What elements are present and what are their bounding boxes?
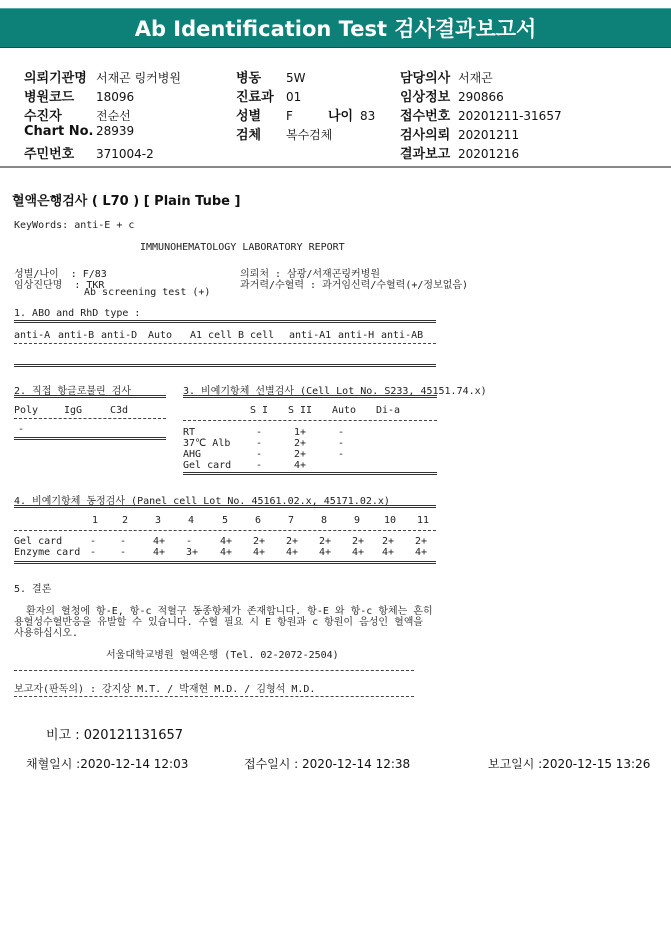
- s4-column-header: 9: [354, 515, 361, 526]
- header-value: 5W: [286, 71, 306, 85]
- header-value: 20201211: [458, 128, 520, 142]
- header-field: [24, 143, 154, 162]
- s4-cell: 4+: [382, 547, 395, 558]
- s1-column-header: anti-D: [101, 330, 138, 341]
- s1-column-header: anti-A1: [289, 330, 332, 341]
- header-value: 서재곤: [458, 71, 493, 85]
- s4-cell: -: [90, 536, 97, 547]
- screening: Ab screening test (+): [84, 287, 211, 298]
- s3-cell-si: -: [256, 449, 263, 460]
- s1-column-header: A1 cell: [190, 330, 233, 341]
- s4-column-header: 8: [321, 515, 328, 526]
- s4-row-label: Enzyme card: [14, 547, 81, 558]
- s4-row-label: Gel card: [14, 536, 63, 547]
- s1-rule: [14, 343, 436, 344]
- header-field: [24, 124, 134, 139]
- header-field: [400, 67, 493, 86]
- s3-cell-auto: -: [338, 449, 345, 460]
- s4-column-header: 2: [122, 515, 129, 526]
- header-field: [24, 86, 134, 105]
- s4-cell: -: [120, 536, 127, 547]
- header-field: [24, 105, 131, 124]
- s3-cell-auto: -: [338, 438, 345, 449]
- header-value: 83: [360, 109, 376, 123]
- s3-column-header: Auto: [332, 405, 357, 416]
- s4-cell: 4+: [286, 547, 299, 558]
- s4-cell: 3+: [186, 547, 199, 558]
- header-key: 의뢰기관명: [24, 71, 87, 86]
- s4-cell: 2+: [415, 536, 428, 547]
- remark: 비고 : 020121131657: [46, 728, 184, 743]
- s4-cell: 2+: [319, 536, 332, 547]
- header-value: 전순선: [96, 109, 131, 123]
- s2-rule-bottom: [14, 437, 166, 440]
- sex-age: 성별/나이 : F/83: [14, 269, 107, 280]
- header-key: 진료과: [236, 90, 274, 105]
- s3-cell-sii: 2+: [294, 449, 307, 460]
- s3-row-label: RT: [183, 427, 196, 438]
- s4-cell: 4+: [415, 547, 428, 558]
- s2-value: -: [18, 424, 25, 435]
- reporter-rule-bottom: [14, 696, 414, 697]
- s3-column-header: S II: [288, 405, 313, 416]
- s3-row-label: Gel card: [183, 460, 232, 471]
- s4-cell: 4+: [352, 547, 365, 558]
- header-field-age: [328, 105, 375, 124]
- received-datetime: 접수일시 : 2020-12-14 12:38: [244, 757, 411, 771]
- header-key: 검체: [236, 128, 262, 143]
- s3-cell-si: -: [256, 460, 263, 471]
- header-key: Chart No.: [24, 124, 94, 139]
- reporter-rule-top: [14, 670, 414, 671]
- collected-datetime: 채혈일시 :2020-12-14 12:03: [26, 757, 189, 771]
- s2-title: 2. 직접 항글로불린 검사: [14, 386, 132, 397]
- s4-rule-top: [14, 505, 436, 508]
- s3-row-label: 37℃ Alb: [183, 438, 231, 449]
- s3-cell-si: -: [256, 438, 263, 449]
- history: 과거력/수혈력 : 과거임신력/수혈력(+/정보없음): [240, 280, 469, 291]
- s5-title: 5. 결론: [14, 584, 52, 595]
- s1-column-header: Auto: [148, 330, 173, 341]
- conclusion-line-1: 환자의 혈청에 항-E, 항-c 적혈구 동종항체가 존재합니다. 항-E 와 항-c 항체는 흔히: [14, 606, 433, 617]
- s4-cell: 2+: [253, 536, 266, 547]
- s4-cell: -: [90, 547, 97, 558]
- header-key: 주민번호: [24, 147, 75, 162]
- s2-column-header: C3d: [110, 405, 129, 416]
- header-value: 290866: [458, 90, 504, 104]
- s4-column-header: 10: [384, 515, 397, 526]
- s4-title: 4. 비예기항체 동정검사 (Panel cell Lot No. 45161.02.x, 45171.02.x): [14, 496, 390, 507]
- header-field: [236, 67, 306, 86]
- s1-title: 1. ABO and RhD type :: [14, 308, 141, 319]
- s4-column-header: 7: [288, 515, 295, 526]
- header-value: F: [286, 109, 293, 123]
- referrer: 의뢰처 : 삼광/서재곤링커병원: [240, 269, 381, 280]
- s3-cell-sii: 1+: [294, 427, 307, 438]
- s4-cell: 4+: [319, 547, 332, 558]
- header-key: 병동: [236, 71, 262, 86]
- header-key: 검사의뢰: [400, 128, 451, 143]
- report-title: Ab Identification Test 검사결과보고서: [0, 8, 671, 48]
- s3-cell-sii: 2+: [294, 438, 307, 449]
- s4-cell: 4+: [220, 536, 233, 547]
- s1-rule-bottom: [14, 364, 436, 367]
- header-value: 01: [286, 90, 302, 104]
- s4-cell: 4+: [153, 536, 166, 547]
- s4-cell: -: [120, 547, 127, 558]
- section-title: 혈액은행검사 ( L70 ) [ Plain Tube ]: [12, 194, 241, 209]
- s1-column-header: anti-B: [58, 330, 95, 341]
- s4-cell: -: [186, 536, 193, 547]
- header-field: [400, 86, 504, 105]
- header-value: 20201211-31657: [458, 109, 562, 123]
- header-key: 수진자: [24, 109, 62, 124]
- s3-row-label: AHG: [183, 449, 202, 460]
- header-field: [400, 124, 519, 143]
- s4-rule-bottom: [14, 561, 436, 564]
- s4-rule: [14, 530, 436, 531]
- s2-column-header: IgG: [64, 405, 83, 416]
- header-key: 결과보고: [400, 147, 451, 162]
- s4-cell: 4+: [253, 547, 266, 558]
- keywords: KeyWords: anti-E + c: [14, 220, 135, 231]
- conclusion-line-3: 사용하십시오.: [14, 628, 78, 639]
- s4-cell: 4+: [220, 547, 233, 558]
- header-key: 임상정보: [400, 90, 451, 105]
- s3-column-header: Di-a: [376, 405, 401, 416]
- s3-rule-top: [183, 395, 437, 398]
- s4-cell: 4+: [153, 547, 166, 558]
- header-key: 접수번호: [400, 109, 451, 124]
- s3-rule: [183, 420, 437, 421]
- s4-column-header: 4: [188, 515, 195, 526]
- s4-column-header: 1: [92, 515, 99, 526]
- s1-rule-top: [14, 320, 436, 323]
- blood-bank-center: 서울대학교병원 혈액은행 (Tel. 02-2072-2504): [106, 650, 339, 661]
- s3-rule-bottom: [183, 472, 437, 475]
- header-value: 20201216: [458, 147, 520, 161]
- header-field: [236, 105, 293, 124]
- header-field: [24, 67, 181, 86]
- s4-column-header: 5: [222, 515, 229, 526]
- header-key: 담당의사: [400, 71, 451, 86]
- header-field: [236, 86, 301, 105]
- s2-rule-top: [14, 395, 166, 398]
- header-field: [236, 124, 332, 143]
- header-field: [400, 105, 562, 124]
- s1-column-header: anti-AB: [381, 330, 424, 341]
- reported-datetime: 보고일시 :2020-12-15 13:26: [488, 757, 651, 771]
- reporter: 보고자(판독의) : 강지상 M.T. / 박재현 M.D. / 김형석 M.D.: [14, 684, 316, 695]
- header-value: 서재곤 링커병원: [96, 71, 181, 85]
- s4-column-header: 6: [255, 515, 262, 526]
- header-divider: [0, 166, 671, 168]
- lab-title: IMMUNOHEMATOLOGY LABORATORY REPORT: [140, 242, 345, 253]
- s4-cell: 2+: [352, 536, 365, 547]
- header-value: 28939: [96, 124, 135, 138]
- s3-cell-si: -: [256, 427, 263, 438]
- header-value: 복수검체: [286, 128, 333, 142]
- s4-cell: 2+: [382, 536, 395, 547]
- s2-rule: [14, 418, 166, 419]
- s1-column-header: anti-A: [14, 330, 51, 341]
- s1-column-header: anti-H: [338, 330, 375, 341]
- header-key: 병원코드: [24, 90, 75, 105]
- conclusion-line-2: 용혈성수혈반응을 유발할 수 있습니다. 수혈 필요 시 E 항원과 c 항원이 음성인 혈액을: [14, 617, 424, 628]
- header-key: 성별: [236, 109, 262, 124]
- s1-column-header: B cell: [238, 330, 275, 341]
- diagnosis: 임상진단명 : TKR: [14, 280, 105, 291]
- s4-column-header: 11: [417, 515, 430, 526]
- header-key: 나이: [328, 109, 354, 124]
- s3-cell-sii: 4+: [294, 460, 307, 471]
- header-field: [400, 143, 519, 162]
- header-value: 371004-2: [96, 147, 154, 161]
- s3-cell-auto: -: [338, 427, 345, 438]
- s2-column-header: Poly: [14, 405, 39, 416]
- s4-cell: 2+: [286, 536, 299, 547]
- s3-title: 3. 비예기항체 선별검사 (Cell Lot No. S233, 45151.74.x): [183, 386, 487, 397]
- header-value: 18096: [96, 90, 135, 104]
- s4-column-header: 3: [155, 515, 162, 526]
- s3-column-header: S I: [250, 405, 269, 416]
